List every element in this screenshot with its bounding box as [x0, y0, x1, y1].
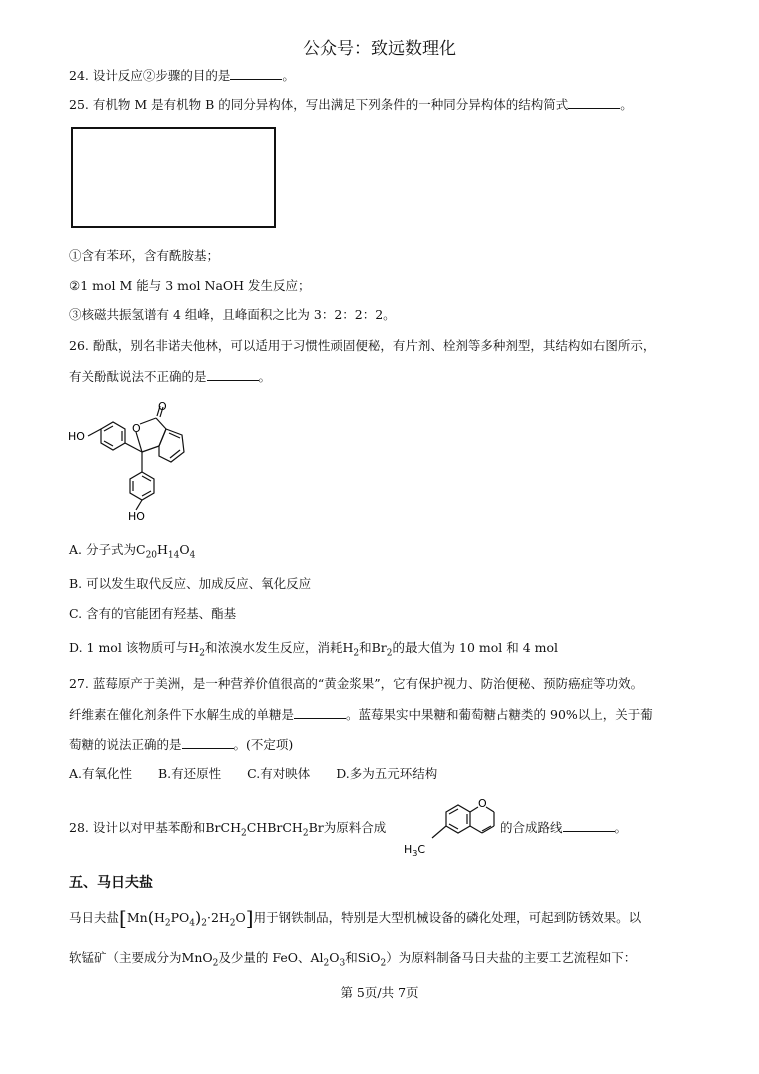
paragraph-line2 — [69, 948, 636, 969]
option-d-h-count: 2 — [199, 648, 205, 659]
para-l2c: 和 — [345, 950, 358, 965]
answer-blank — [182, 736, 234, 749]
option-d-part2: 和浓溴水发生反应，消耗 — [204, 640, 343, 655]
question-25-text: 25. 有机物 M 是有机物 B 的同分异构体，写出满足下列条件的一种同分异构体的结构简式 — [69, 97, 569, 112]
methylchromene-structure — [402, 792, 502, 860]
question-27-line3 — [69, 735, 293, 753]
option-27-a: A.有氧化性 — [69, 766, 133, 781]
question-25-end: 。 — [620, 97, 633, 112]
question-28-tail — [500, 818, 627, 836]
formula-c-count: 20 — [145, 550, 158, 561]
option-d-br-count: 2 — [386, 648, 393, 659]
page-header: 公众号：致远数理化 — [303, 39, 456, 59]
formula-outer-sub: 2 — [201, 918, 207, 929]
option-27-b: B.有还原性 — [158, 766, 222, 781]
phenolphthalein-structure — [66, 398, 216, 522]
question-27-line2 — [69, 705, 653, 723]
option-d-h2-count: 2 — [353, 648, 360, 659]
methyl-h: H — [404, 843, 413, 856]
para-l1a: 马日夫盐 — [69, 910, 120, 925]
question-25 — [69, 95, 633, 113]
answer-blank — [294, 706, 346, 719]
formula-water-o: O — [235, 910, 246, 925]
reagent-sub2: 2 — [302, 828, 309, 839]
formula-c: C — [135, 542, 146, 557]
ho-bottom-label: HO — [128, 510, 145, 522]
section-title: 五、马日夫盐 — [69, 875, 153, 891]
question-27-options — [69, 764, 437, 782]
paragraph-line1 — [69, 906, 641, 930]
option-27-d: D.多为五元环结构 — [336, 766, 438, 781]
question-28-part2: 为原料合成 — [323, 820, 387, 835]
question-24-end: 。 — [282, 68, 295, 83]
formula-water: ·2H — [206, 910, 230, 925]
para-l2b: 及少量的 FeO、 — [218, 950, 311, 965]
question-28 — [69, 818, 386, 839]
formula-mno: MnO — [181, 950, 213, 965]
bracket-close: ] — [245, 906, 254, 930]
formula-po-sub: 4 — [189, 918, 195, 929]
formula-h-part: H — [153, 910, 165, 925]
question-27-line1: 27. 蓝莓原产于美洲，是一种营养价值很高的“黄金浆果”，它有保护视力、防治便秘、预防癌症等功效。 — [69, 676, 644, 691]
ho-top-label: HO — [68, 430, 85, 443]
option-d-part3: 和 — [359, 640, 372, 655]
bracket-open: [ — [119, 906, 127, 930]
question-28-end: 。 — [614, 820, 628, 835]
methyl-c: C — [417, 843, 426, 856]
question-26-end: 。 — [258, 369, 272, 384]
chromene-o-label: O — [478, 797, 487, 810]
answer-box — [71, 127, 276, 228]
option-26-c: C. 含有的官能团有羟基、酯基 — [69, 606, 237, 621]
option-a-prefix: A. 分子式为 — [69, 542, 136, 557]
o-ring-label: O — [132, 422, 141, 435]
formula-al: Al — [310, 950, 324, 965]
paren-open: ( — [147, 908, 154, 927]
answer-blank — [563, 819, 615, 832]
formula-po: PO — [170, 910, 190, 925]
formula-al-o: O — [329, 950, 340, 965]
question-27-line2b: 。蓝莓果实中果糖和葡萄糖占糖类的 90%以上，关于葡 — [346, 707, 653, 722]
formula-al-o-sub: 3 — [339, 958, 346, 969]
reagent-sub1: 2 — [241, 828, 247, 839]
condition-3: ③核磁共振氢谱有 4 组峰，且峰面积之比为 3：2：2：2。 — [69, 307, 396, 322]
option-d-br: Br — [371, 640, 387, 655]
page-footer: 第 5页/共 7页 — [340, 985, 419, 1000]
answer-blank — [207, 368, 259, 381]
para-l2d: ）为原料制备马日夫盐的主要工艺流程如下： — [386, 950, 637, 965]
option-d-part4: 的最大值为 10 mol 和 4 mol — [392, 640, 559, 655]
question-26-line2 — [69, 367, 271, 385]
question-27-line3a: 萄糖的说法正确的是 — [69, 737, 182, 752]
answer-blank — [230, 67, 282, 80]
para-l2a: 软锰矿（主要成分为 — [69, 950, 182, 965]
question-26-line1: 26. 酚酞，别名非诺夫他林，可以适用于习惯性顽固便秘，有片剂、栓剂等多种剂型，其结构如右图所示， — [69, 338, 656, 353]
para-l1b: 用于钢铁制品，特别是大型机械设备的磷化处理，可起到防锈效果。以 — [253, 910, 642, 925]
formula-sio-sub: 2 — [380, 958, 387, 969]
option-d-h2: H — [342, 640, 354, 655]
formula-al-sub: 2 — [323, 958, 330, 969]
answer-blank — [568, 96, 620, 109]
option-d-part1: D. 1 mol 该物质可与 — [69, 640, 189, 655]
formula-water-sub: 2 — [229, 918, 236, 929]
formula-o: O — [179, 542, 190, 557]
condition-1: ①含有苯环，含有酰胺基； — [69, 248, 220, 263]
formula-mn: Mn — [126, 910, 148, 925]
paren-close: ) — [194, 908, 202, 927]
question-24 — [69, 66, 295, 84]
methyl-label — [404, 843, 425, 858]
option-26-d — [69, 638, 558, 659]
question-28-part3: 的合成路线 — [500, 820, 563, 835]
formula-o-count: 4 — [189, 550, 196, 561]
question-24-text: 24. 设计反应②步骤的目的是 — [69, 68, 231, 83]
question-27-line2a: 纤维素在催化剂条件下水解生成的单糖是 — [69, 707, 295, 722]
condition-2: ②1 mol M 能与 3 mol NaOH 发生反应； — [69, 278, 311, 293]
reagent-part2: CHBrCH — [246, 820, 303, 835]
formula-h-count: 14 — [167, 550, 180, 561]
option-26-a — [69, 540, 195, 561]
formula-sio: SiO — [357, 950, 381, 965]
formula-mno-sub: 2 — [212, 958, 219, 969]
reagent-part1: BrCH — [205, 820, 241, 835]
o-carbonyl-label: O — [158, 400, 167, 413]
reagent-part3: Br — [308, 820, 324, 835]
option-d-h: H — [188, 640, 200, 655]
methyl-h-count: 3 — [412, 849, 418, 858]
question-27-line3b: 。(不定项) — [233, 737, 294, 752]
option-27-c: C.有对映体 — [247, 766, 311, 781]
option-26-b: B. 可以发生取代反应、加成反应、氧化反应 — [69, 576, 312, 591]
question-28-part1: 28. 设计以对甲基苯酚和 — [69, 820, 206, 835]
formula-h-sub: 2 — [164, 918, 171, 929]
formula-h: H — [157, 542, 168, 557]
question-26-line2-text: 有关酚酞说法不正确的是 — [69, 369, 207, 384]
